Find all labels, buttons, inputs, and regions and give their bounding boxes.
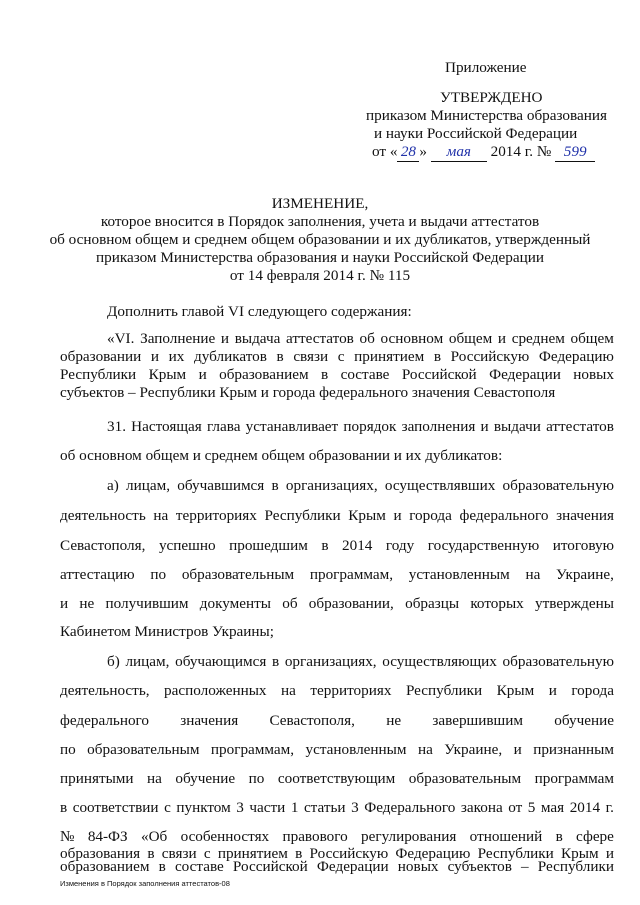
date-mid: » <box>419 143 428 160</box>
item-b-line: в соответствии с пунктом 3 части 1 статьи 3 Федерального закона от 5 мая 2014 г. <box>60 799 614 816</box>
chapter-line: Республики Крым и образованием в составе Российской Федерации новых <box>60 366 614 383</box>
date-prefix: от « <box>372 143 398 160</box>
page-footer: Изменения в Порядок заполнения аттестатов-08 <box>60 879 230 888</box>
item-b-line: деятельность, расположенных на территориях Республики Крым и города <box>60 682 614 699</box>
item-a-line: а) лицам, обучавшимся в организациях, осуществлявших образовательную <box>107 477 614 494</box>
date-month: мая <box>431 143 487 162</box>
title-line-2: об основном общем и среднем общем образовании и их дубликатов, утвержденный <box>49 231 591 248</box>
item-b-line: б) лицам, обучающимся в организациях, осуществляющих образовательную <box>107 653 614 670</box>
item-b-line: образованием в составе Российской Федерации новых субъектов – Республики <box>60 858 614 875</box>
item-b-line: образования в связи с принятием в Российскую Федерацию Республики Крым и <box>60 845 614 862</box>
paragraph-31-line: об основном общем и среднем общем образовании и их дубликатов: <box>60 447 503 464</box>
order-date-line <box>372 143 595 162</box>
title-line-1: которое вносится в Порядок заполнения, учета и выдачи аттестатов <box>100 213 540 230</box>
title-line-4: от 14 февраля 2014 г. № 115 <box>229 267 411 284</box>
item-a-line: деятельность на территориях Республики Крым и города федерального значения <box>60 507 614 524</box>
item-b-line: по образовательным программам, установленным на Украине, и признанным <box>60 741 614 758</box>
order-line-1: приказом Министерства образования <box>366 107 607 124</box>
appendix-label: Приложение <box>445 59 527 76</box>
item-b-line: федерального значения Севастополя, не завершившим обучение <box>60 712 614 729</box>
order-number: 599 <box>555 143 595 162</box>
item-a-line: аттестацию по образовательным программам, установленным на Украине, <box>60 566 614 583</box>
intro-text: Дополнить главой VI следующего содержания: <box>107 303 412 320</box>
item-a-line: Севастополя, успешно прошедшим в 2014 году государственную итоговую <box>60 537 614 554</box>
order-line-2: и науки Российской Федерации <box>374 125 578 142</box>
item-a-line: и не получившим документы об образовании, образцы которых утверждены <box>60 595 614 612</box>
item-b-line: № 84-ФЗ «Об особенностях правового регулирования отношений в сфере <box>60 828 614 845</box>
date-year: 2014 г. № <box>490 143 552 160</box>
chapter-line: образовании и их дубликатов в связи с принятием в Российскую Федерацию <box>60 348 614 365</box>
document-heading: ИЗМЕНЕНИЕ, <box>271 195 369 212</box>
approved-label: УТВЕРЖДЕНО <box>440 89 543 106</box>
item-b-line: принятыми на обучение по соответствующим образовательным программам <box>60 770 614 787</box>
date-day: 28 <box>397 143 419 162</box>
title-line-3: приказом Министерства образования и науки Российской Федерации <box>95 249 545 266</box>
chapter-line: «VI. Заполнение и выдача аттестатов об основном общем и среднем общем <box>107 330 614 347</box>
paragraph-31-line: 31. Настоящая глава устанавливает порядок заполнения и выдачи аттестатов <box>107 418 614 435</box>
chapter-line: субъектов – Республики Крым и города федерального значения Севастополя <box>60 384 556 401</box>
item-a-line: Кабинетом Министров Украины; <box>60 623 274 640</box>
